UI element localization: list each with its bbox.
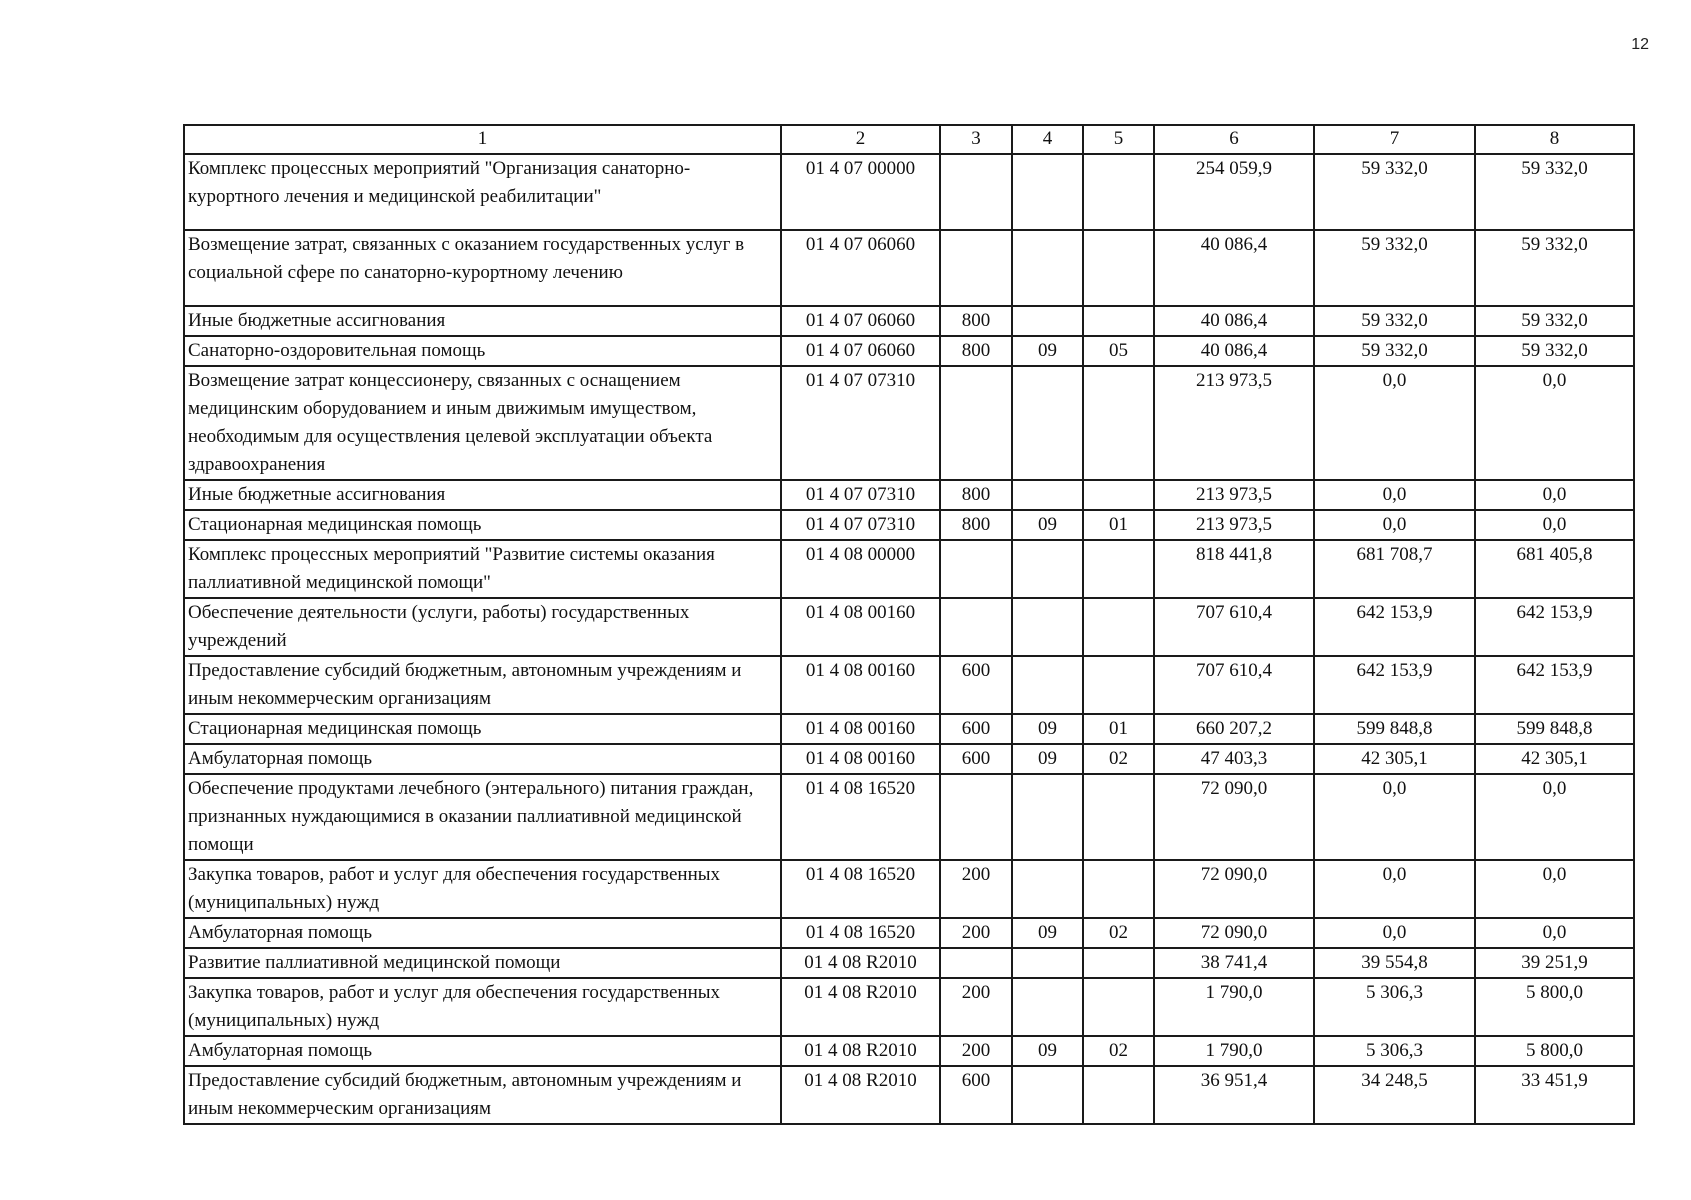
row-col6-cell: 707 610,4 — [1154, 598, 1314, 656]
table-row — [184, 480, 1634, 510]
row-name-cell: Амбулаторная помощь — [184, 744, 781, 774]
row-col4-cell — [1012, 306, 1083, 336]
row-name-cell: Обеспечение продуктами лечебного (энтерального) питания граждан, признанных нуждающимися в оказании паллиативной медицинской помощи — [184, 774, 781, 860]
row-name-cell: Предоставление субсидий бюджетным, автономным учреждениям и иным некоммерческим организациям — [184, 1066, 781, 1124]
row-col8-cell: 33 451,9 — [1475, 1066, 1634, 1124]
row-name-cell: Развитие паллиативной медицинской помощи — [184, 948, 781, 978]
row-col5-cell: 01 — [1083, 510, 1154, 540]
row-name-cell: Обеспечение деятельности (услуги, работы) государственных учреждений — [184, 598, 781, 656]
row-code-cell: 01 4 08 R2010 — [781, 978, 940, 1036]
row-col4-cell — [1012, 154, 1083, 230]
row-col7-cell: 42 305,1 — [1314, 744, 1475, 774]
row-col3-cell: 800 — [940, 480, 1012, 510]
row-col5-cell — [1083, 230, 1154, 306]
row-code-cell: 01 4 07 07310 — [781, 510, 940, 540]
row-name-cell: Санаторно-оздоровительная помощь — [184, 336, 781, 366]
table-row — [184, 978, 1634, 1036]
row-col8-cell: 59 332,0 — [1475, 306, 1634, 336]
row-col4-cell: 09 — [1012, 336, 1083, 366]
row-code-cell: 01 4 08 16520 — [781, 860, 940, 918]
row-col7-cell: 0,0 — [1314, 366, 1475, 480]
row-name-cell: Стационарная медицинская помощь — [184, 714, 781, 744]
row-col8-cell: 642 153,9 — [1475, 656, 1634, 714]
row-col6-cell: 1 790,0 — [1154, 978, 1314, 1036]
column-header: 2 — [781, 125, 940, 154]
row-code-cell: 01 4 08 00160 — [781, 744, 940, 774]
row-col3-cell: 200 — [940, 918, 1012, 948]
row-code-cell: 01 4 08 00160 — [781, 714, 940, 744]
row-col7-cell: 5 306,3 — [1314, 1036, 1475, 1066]
table-row — [184, 860, 1634, 918]
row-col6-cell: 40 086,4 — [1154, 230, 1314, 306]
row-col8-cell: 0,0 — [1475, 480, 1634, 510]
column-header: 5 — [1083, 125, 1154, 154]
row-code-cell: 01 4 08 16520 — [781, 774, 940, 860]
row-col5-cell — [1083, 154, 1154, 230]
row-col4-cell — [1012, 366, 1083, 480]
row-col7-cell: 0,0 — [1314, 860, 1475, 918]
row-code-cell: 01 4 07 06060 — [781, 336, 940, 366]
row-code-cell: 01 4 08 R2010 — [781, 1036, 940, 1066]
row-name-cell: Комплекс процессных мероприятий "Организация санаторно-курортного лечения и медицинской реабилитации" — [184, 154, 781, 230]
column-header: 7 — [1314, 125, 1475, 154]
row-col8-cell: 42 305,1 — [1475, 744, 1634, 774]
row-col3-cell: 200 — [940, 978, 1012, 1036]
table-row — [184, 774, 1634, 860]
column-header: 8 — [1475, 125, 1634, 154]
row-col5-cell — [1083, 598, 1154, 656]
row-col5-cell — [1083, 656, 1154, 714]
table-row — [184, 1036, 1634, 1066]
row-col3-cell: 200 — [940, 1036, 1012, 1066]
page-number: 12 — [1631, 36, 1649, 53]
row-code-cell: 01 4 08 16520 — [781, 918, 940, 948]
row-name-cell: Стационарная медицинская помощь — [184, 510, 781, 540]
row-col7-cell: 0,0 — [1314, 510, 1475, 540]
table-row — [184, 744, 1634, 774]
table-row — [184, 948, 1634, 978]
row-col8-cell: 59 332,0 — [1475, 154, 1634, 230]
row-col3-cell: 200 — [940, 860, 1012, 918]
row-col8-cell: 0,0 — [1475, 510, 1634, 540]
row-col4-cell: 09 — [1012, 744, 1083, 774]
row-col4-cell — [1012, 480, 1083, 510]
row-col6-cell: 38 741,4 — [1154, 948, 1314, 978]
row-col6-cell: 213 973,5 — [1154, 510, 1314, 540]
row-col7-cell: 39 554,8 — [1314, 948, 1475, 978]
table-row — [184, 714, 1634, 744]
row-col6-cell: 72 090,0 — [1154, 860, 1314, 918]
row-code-cell: 01 4 07 06060 — [781, 306, 940, 336]
row-code-cell: 01 4 07 07310 — [781, 366, 940, 480]
row-col7-cell: 0,0 — [1314, 774, 1475, 860]
table-row — [184, 230, 1634, 306]
row-col3-cell: 800 — [940, 510, 1012, 540]
row-col5-cell — [1083, 540, 1154, 598]
row-col8-cell: 0,0 — [1475, 366, 1634, 480]
row-col4-cell: 09 — [1012, 1036, 1083, 1066]
row-col3-cell — [940, 774, 1012, 860]
table-row — [184, 656, 1634, 714]
table-row — [184, 598, 1634, 656]
row-col7-cell: 34 248,5 — [1314, 1066, 1475, 1124]
row-col5-cell: 02 — [1083, 744, 1154, 774]
row-col8-cell: 0,0 — [1475, 860, 1634, 918]
table-row — [184, 366, 1634, 480]
row-col8-cell: 642 153,9 — [1475, 598, 1634, 656]
row-name-cell: Амбулаторная помощь — [184, 1036, 781, 1066]
row-col5-cell — [1083, 978, 1154, 1036]
row-col6-cell: 47 403,3 — [1154, 744, 1314, 774]
row-code-cell: 01 4 08 00160 — [781, 598, 940, 656]
row-col6-cell: 660 207,2 — [1154, 714, 1314, 744]
row-col8-cell: 5 800,0 — [1475, 1036, 1634, 1066]
row-col8-cell: 0,0 — [1475, 774, 1634, 860]
row-code-cell: 01 4 07 07310 — [781, 480, 940, 510]
table-body — [184, 154, 1634, 1124]
row-col7-cell: 0,0 — [1314, 918, 1475, 948]
table-row — [184, 918, 1634, 948]
row-col4-cell — [1012, 540, 1083, 598]
column-header: 6 — [1154, 125, 1314, 154]
row-col4-cell — [1012, 860, 1083, 918]
table-row — [184, 154, 1634, 230]
row-col5-cell: 01 — [1083, 714, 1154, 744]
row-col4-cell — [1012, 598, 1083, 656]
row-col6-cell: 1 790,0 — [1154, 1036, 1314, 1066]
table-row — [184, 306, 1634, 336]
row-code-cell: 01 4 08 00000 — [781, 540, 940, 598]
row-col3-cell: 600 — [940, 656, 1012, 714]
row-col7-cell: 0,0 — [1314, 480, 1475, 510]
row-code-cell: 01 4 08 R2010 — [781, 1066, 940, 1124]
row-col8-cell: 0,0 — [1475, 918, 1634, 948]
budget-table — [183, 124, 1635, 1125]
row-col4-cell — [1012, 656, 1083, 714]
row-col4-cell — [1012, 230, 1083, 306]
row-col6-cell: 72 090,0 — [1154, 774, 1314, 860]
table-row — [184, 510, 1634, 540]
row-code-cell: 01 4 08 R2010 — [781, 948, 940, 978]
row-col6-cell: 818 441,8 — [1154, 540, 1314, 598]
row-name-cell: Амбулаторная помощь — [184, 918, 781, 948]
row-col8-cell: 39 251,9 — [1475, 948, 1634, 978]
row-name-cell: Комплекс процессных мероприятий "Развитие системы оказания паллиативной медицинской помощи" — [184, 540, 781, 598]
row-col3-cell: 600 — [940, 714, 1012, 744]
row-col7-cell: 59 332,0 — [1314, 306, 1475, 336]
row-col3-cell: 800 — [940, 336, 1012, 366]
row-col3-cell: 800 — [940, 306, 1012, 336]
row-col7-cell: 59 332,0 — [1314, 230, 1475, 306]
row-col8-cell: 59 332,0 — [1475, 230, 1634, 306]
row-col6-cell: 36 951,4 — [1154, 1066, 1314, 1124]
row-col5-cell — [1083, 948, 1154, 978]
row-code-cell: 01 4 07 00000 — [781, 154, 940, 230]
row-col6-cell: 72 090,0 — [1154, 918, 1314, 948]
row-col4-cell — [1012, 948, 1083, 978]
row-col3-cell: 600 — [940, 744, 1012, 774]
row-col7-cell: 59 332,0 — [1314, 154, 1475, 230]
row-col3-cell: 600 — [940, 1066, 1012, 1124]
row-col5-cell: 05 — [1083, 336, 1154, 366]
table-header — [184, 125, 1634, 154]
row-col5-cell — [1083, 774, 1154, 860]
row-col3-cell — [940, 948, 1012, 978]
row-col5-cell — [1083, 306, 1154, 336]
row-col6-cell: 213 973,5 — [1154, 366, 1314, 480]
row-col7-cell: 642 153,9 — [1314, 598, 1475, 656]
row-col5-cell: 02 — [1083, 918, 1154, 948]
row-col3-cell — [940, 598, 1012, 656]
row-col7-cell: 5 306,3 — [1314, 978, 1475, 1036]
row-col8-cell: 681 405,8 — [1475, 540, 1634, 598]
row-col6-cell: 213 973,5 — [1154, 480, 1314, 510]
row-col5-cell — [1083, 480, 1154, 510]
row-col7-cell: 599 848,8 — [1314, 714, 1475, 744]
column-header: 1 — [184, 125, 781, 154]
row-col3-cell — [940, 154, 1012, 230]
header-row — [184, 125, 1634, 154]
row-name-cell: Иные бюджетные ассигнования — [184, 480, 781, 510]
row-name-cell: Иные бюджетные ассигнования — [184, 306, 781, 336]
row-col8-cell: 5 800,0 — [1475, 978, 1634, 1036]
row-col7-cell: 681 708,7 — [1314, 540, 1475, 598]
row-col8-cell: 59 332,0 — [1475, 336, 1634, 366]
row-col4-cell — [1012, 978, 1083, 1036]
row-col4-cell — [1012, 774, 1083, 860]
row-col6-cell: 40 086,4 — [1154, 306, 1314, 336]
table-row — [184, 540, 1634, 598]
row-name-cell: Возмещение затрат концессионеру, связанных с оснащением медицинским оборудованием и иным движимым имуществом, необходимым для осуществления целевой эксплуатации объекта здравоохранения — [184, 366, 781, 480]
row-col5-cell: 02 — [1083, 1036, 1154, 1066]
row-col5-cell — [1083, 1066, 1154, 1124]
row-col4-cell: 09 — [1012, 714, 1083, 744]
column-header: 4 — [1012, 125, 1083, 154]
table-row — [184, 1066, 1634, 1124]
row-col3-cell — [940, 540, 1012, 598]
row-col5-cell — [1083, 366, 1154, 480]
row-name-cell: Предоставление субсидий бюджетным, автономным учреждениям и иным некоммерческим организациям — [184, 656, 781, 714]
row-col5-cell — [1083, 860, 1154, 918]
row-code-cell: 01 4 07 06060 — [781, 230, 940, 306]
row-col6-cell: 707 610,4 — [1154, 656, 1314, 714]
row-col7-cell: 59 332,0 — [1314, 336, 1475, 366]
row-col6-cell: 254 059,9 — [1154, 154, 1314, 230]
row-col3-cell — [940, 366, 1012, 480]
row-col8-cell: 599 848,8 — [1475, 714, 1634, 744]
row-name-cell: Закупка товаров, работ и услуг для обеспечения государственных (муниципальных) нужд — [184, 978, 781, 1036]
column-header: 3 — [940, 125, 1012, 154]
row-col7-cell: 642 153,9 — [1314, 656, 1475, 714]
row-col3-cell — [940, 230, 1012, 306]
row-col4-cell: 09 — [1012, 918, 1083, 948]
row-col4-cell — [1012, 1066, 1083, 1124]
row-col4-cell: 09 — [1012, 510, 1083, 540]
row-name-cell: Закупка товаров, работ и услуг для обеспечения государственных (муниципальных) нужд — [184, 860, 781, 918]
table-row — [184, 336, 1634, 366]
row-code-cell: 01 4 08 00160 — [781, 656, 940, 714]
row-col6-cell: 40 086,4 — [1154, 336, 1314, 366]
row-name-cell: Возмещение затрат, связанных с оказанием государственных услуг в социальной сфере по санаторно-курортному лечению — [184, 230, 781, 306]
